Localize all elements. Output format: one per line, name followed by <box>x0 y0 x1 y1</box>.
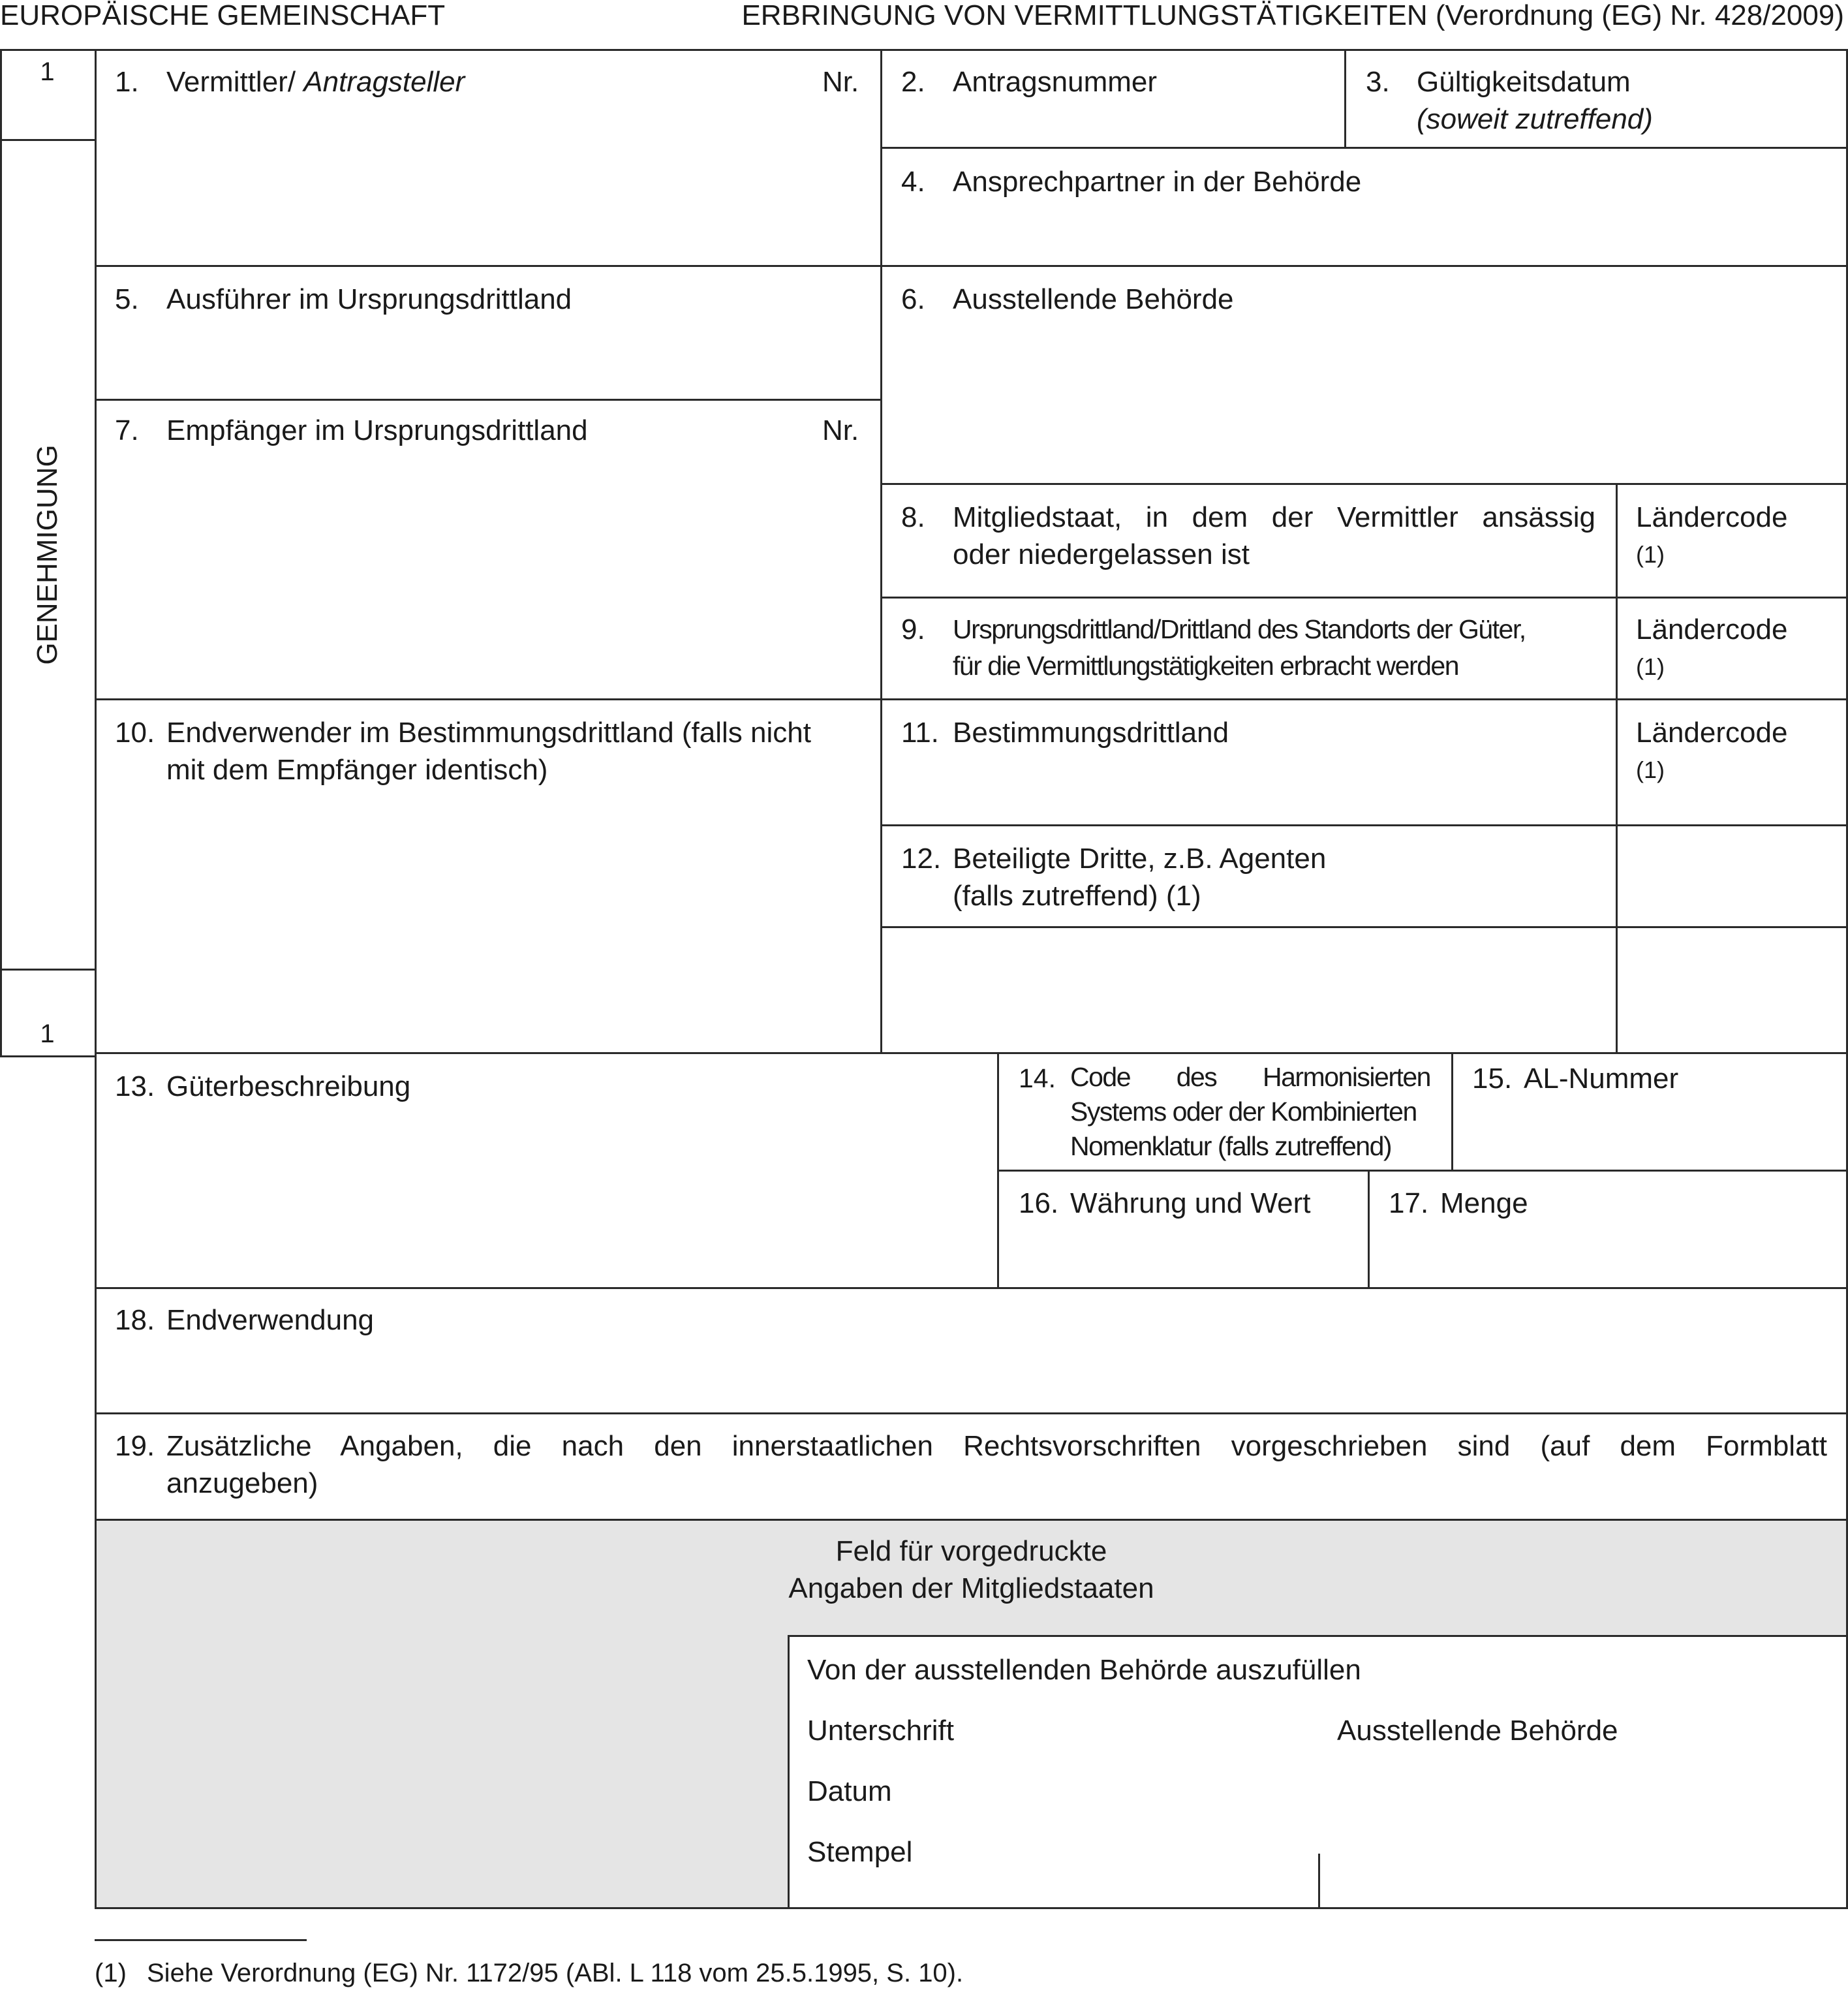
field-6-label: Ausstellende Behörde <box>953 283 1234 315</box>
field-8-label-line1: Mitgliedstaat, in dem der Vermittler ansässig <box>953 501 1595 533</box>
field-18-number: 18. <box>115 1304 155 1336</box>
row-line-10-13 <box>95 1052 1848 1054</box>
printed-area-left <box>97 1636 788 1907</box>
field-2-label: Antragsnummer <box>953 66 1158 98</box>
field-8-label-line2: oder niedergelassen ist <box>953 538 1250 570</box>
field-14-label-line2: Systems oder der Kombinierten <box>1070 1097 1417 1127</box>
field-14-number: 14. <box>1019 1063 1056 1093</box>
side-bottom-line <box>0 1055 97 1057</box>
side-divider-1 <box>0 139 97 141</box>
field-12-number: 12. <box>901 843 942 875</box>
row-line-8-9 <box>880 597 1848 599</box>
row-line-5-7 <box>95 399 882 401</box>
col-divider-code <box>1616 483 1618 1054</box>
footnote-ref: (1) <box>95 1959 127 1987</box>
field-3-note: (soweit zutreffend) <box>1417 103 1653 135</box>
side-number-top: 1 <box>40 57 55 86</box>
field-10-label-line1: Endverwender im Bestimmungsdrittland (falls nicht <box>166 717 811 749</box>
footnote-rule <box>95 1939 307 1941</box>
authority-divider <box>1318 1854 1320 1908</box>
row-line-2-3 <box>880 147 1848 149</box>
field-16-number: 16. <box>1019 1187 1059 1219</box>
field-12-label-line2: (falls zutreffend) (1) <box>953 880 1201 912</box>
signature-label: Unterschrift <box>807 1715 954 1747</box>
field-15-number: 15. <box>1472 1063 1513 1095</box>
footnote-text: Siehe Verordnung (EG) Nr. 1172/95 (ABl. L 118 vom 25.5.1995, S. 10). <box>147 1959 964 1987</box>
side-left-line <box>0 49 2 1057</box>
field-8-number: 8. <box>901 501 925 533</box>
field-9-number: 9. <box>901 614 925 646</box>
field-12-label-line1: Beteiligte Dritte, z.B. Agenten <box>953 843 1327 875</box>
row-line-9-10 <box>95 698 1848 700</box>
field-9-code-ref: (1) <box>1636 653 1665 680</box>
field-9-label-line2: für die Vermittlungstätigkeiten erbracht werden <box>953 651 1459 681</box>
field-15-label: AL-Nummer <box>1524 1063 1679 1095</box>
field-1-nr: Nr. <box>822 66 859 98</box>
field-10-number: 10. <box>115 717 155 749</box>
row-line-18-19 <box>95 1412 1848 1414</box>
field-8-country-code: Ländercode <box>1636 501 1788 533</box>
field-7-number: 7. <box>115 414 139 446</box>
col-divider-16-17 <box>1368 1170 1370 1289</box>
field-11-number: 11. <box>901 717 939 749</box>
field-5-label: Ausführer im Ursprungsdrittland <box>166 283 572 315</box>
row-line-14-16 <box>997 1170 1848 1172</box>
field-7-nr: Nr. <box>822 414 859 446</box>
row-line-13-18 <box>95 1287 1848 1289</box>
field-13-number: 13. <box>115 1070 155 1102</box>
field-18-label: Endverwendung <box>166 1304 375 1336</box>
field-1-number: 1. <box>115 66 139 98</box>
printed-area-title-line2: Angaben der Mitgliedstaaten <box>788 1572 1154 1604</box>
field-3-label: Gültigkeitsdatum <box>1417 66 1631 98</box>
field-14-label-line1: Code des Harmonisierten <box>1070 1062 1430 1092</box>
row-line-6-8 <box>880 483 1848 485</box>
col-divider-main <box>880 49 882 1054</box>
field-7-label: Empfänger im Ursprungsdrittland <box>166 414 588 446</box>
side-top-line <box>0 49 97 51</box>
field-6-number: 6. <box>901 283 925 315</box>
field-3-number: 3. <box>1366 66 1390 98</box>
field-17-number: 17. <box>1389 1187 1429 1219</box>
side-vertical-label: GENEHMIGUNG <box>31 444 63 665</box>
col-divider-14-15 <box>1451 1052 1453 1172</box>
authority-title: Von der ausstellenden Behörde auszufüllen <box>807 1654 1361 1686</box>
row-line-11-12 <box>880 824 1848 826</box>
field-17-label: Menge <box>1440 1187 1528 1219</box>
field-4-number: 4. <box>901 166 925 198</box>
printed-area-title-line1: Feld für vorgedruckte <box>835 1535 1107 1567</box>
issuing-authority-label: Ausstellende Behörde <box>1337 1715 1618 1747</box>
field-8-code-ref: (1) <box>1636 541 1665 568</box>
header-left: EUROPÄISCHE GEMEINSCHAFT <box>0 0 446 31</box>
side-number-bottom: 1 <box>40 1019 55 1048</box>
field-9-label-line1: Ursprungsdrittland/Drittland des Standorts der Güter, <box>953 614 1526 644</box>
row-line-4-5 <box>95 265 1848 267</box>
field-19-label-line1: Zusätzliche Angaben, die nach den innerstaatlichen Rechtsvorschriften vorgeschrieben sind (auf dem Formblatt <box>166 1430 1827 1462</box>
field-14-label-line3: Nomenklatur (falls zutreffend) <box>1070 1131 1392 1161</box>
field-16-label: Währung und Wert <box>1070 1187 1311 1219</box>
field-13-label: Güterbeschreibung <box>166 1070 411 1102</box>
field-4-label: Ansprechpartner in der Behörde <box>953 166 1362 198</box>
field-19-number: 19. <box>115 1430 155 1462</box>
field-11-label: Bestimmungsdrittland <box>953 717 1229 749</box>
field-5-number: 5. <box>115 283 139 315</box>
field-19-label-line2: anzugeben) <box>166 1467 318 1499</box>
side-divider-2 <box>0 969 97 971</box>
field-1-label: Vermittler/ Antragsteller <box>166 66 465 98</box>
field-10-label-line2: mit dem Empfänger identisch) <box>166 754 548 786</box>
field-9-country-code: Ländercode <box>1636 614 1788 646</box>
stamp-label: Stempel <box>807 1836 913 1868</box>
field-11-code-ref: (1) <box>1636 756 1665 783</box>
date-label: Datum <box>807 1775 892 1807</box>
row-line-12-blank <box>880 926 1848 928</box>
header-right: ERBRINGUNG VON VERMITTLUNGSTÄTIGKEITEN (Verordnung (EG) Nr. 428/2009) <box>741 0 1844 31</box>
col-divider-2-3 <box>1344 49 1346 149</box>
field-11-country-code: Ländercode <box>1636 717 1788 749</box>
field-2-number: 2. <box>901 66 925 98</box>
